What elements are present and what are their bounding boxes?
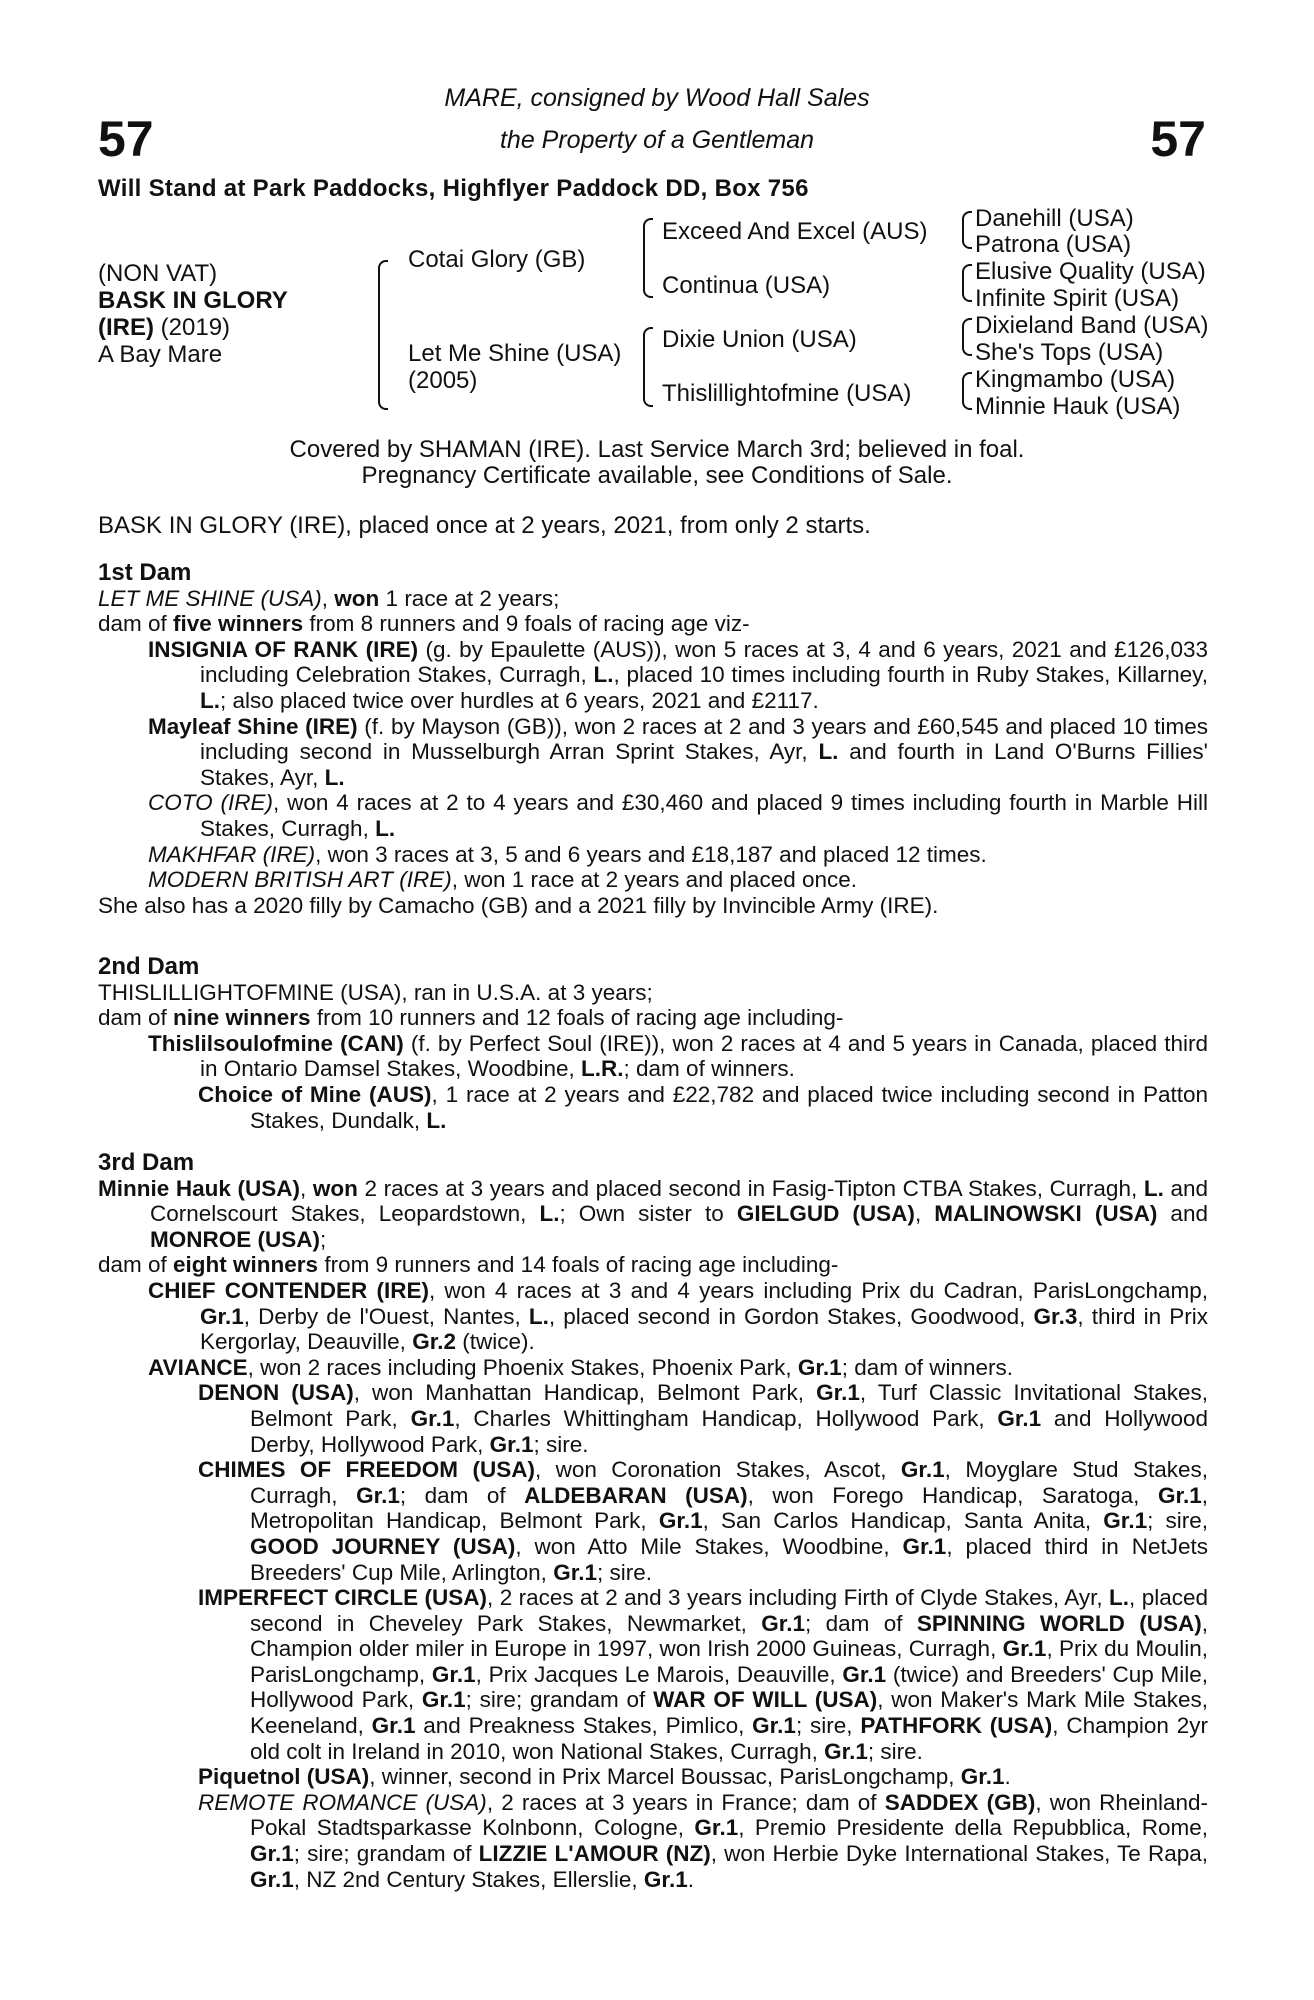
dam: Let Me Shine (USA)	[408, 340, 622, 367]
progeny-thislilsoulofmine: Thislilsoulofmine (CAN) (f. by Perfect Soul (IRE)), won 2 races at 4 and 5 years in Canada, placed third in Ontario Damsel Stakes, Woodbine, L.R.; dam of winners.	[148, 1030, 1208, 1082]
sd-dam: Infinite Spirit (USA)	[975, 285, 1180, 312]
first-dam-heading: 1st Dam	[98, 559, 192, 586]
third-dam-section	[98, 1150, 1208, 1892]
horse-description: A Bay Mare	[98, 341, 223, 368]
second-dam-heading: 2nd Dam	[98, 953, 200, 980]
third-dam-heading: 3rd Dam	[98, 1149, 195, 1176]
lot-number-left: 57	[98, 111, 154, 167]
second-dam-produce: dam of nine winners from 10 runners and 12 foals of racing age including-	[98, 1005, 844, 1031]
race-record: BASK IN GLORY (IRE), placed once at 2 years, 2021, from only 2 starts.	[98, 512, 871, 539]
horse-year: (2019)	[160, 314, 231, 341]
progeny-insignia: INSIGNIA OF RANK (IRE) (g. by Epaulette (AUS)), won 5 races at 3, 4 and 6 years, 2021 and £126,033 including Celebration Stakes, Curragh, L., placed 10 times including fourth in Ruby Stakes, Killarney, L.; also placed twice over hurdles at 6 years, 2021 and £2117.	[148, 636, 1209, 713]
progeny-makhfar: MAKHFAR (IRE), won 3 races at 3, 5 and 6 years and £18,187 and placed 12 times.	[148, 841, 987, 867]
pedigree-brace-ds	[962, 318, 972, 356]
first-dam-section	[98, 560, 1208, 918]
progeny-aviance: AVIANCE, won 2 races including Phoenix Stakes, Phoenix Park, Gr.1; dam of winners.	[148, 1354, 1014, 1380]
progeny-choice-of-mine: Choice of Mine (AUS), 1 race at 2 years and £22,782 and placed twice including second in Patton Stakes, Dundalk, L.	[198, 1081, 1208, 1133]
dd-dam: Minnie Hauk (USA)	[975, 393, 1181, 420]
pedigree-brace-ss	[962, 211, 972, 249]
sd-sire: Elusive Quality (USA)	[975, 258, 1206, 285]
sire-dam: Continua (USA)	[662, 272, 831, 299]
horse-name-line2	[98, 314, 230, 341]
lot-number-right: 57	[1150, 111, 1206, 167]
third-dam-produce: dam of eight winners from 9 runners and 14 foals of racing age including-	[98, 1252, 839, 1278]
vat-status: (NON VAT)	[98, 260, 218, 287]
dam-dam: Thislillightofmine (USA)	[662, 380, 912, 407]
progeny-mayleaf: Mayleaf Shine (IRE) (f. by Mayson (GB)), won 2 races at 2 and 3 years and £60,545 and placed 10 times including second in Musselburgh Arran Sprint Stakes, Ayr, L. and fourth in Land O'Burns Fillies' Stakes, Ayr, L.	[148, 713, 1208, 790]
ds-sire: Dixieland Band (USA)	[975, 312, 1209, 339]
horse-name: BASK IN GLORY	[98, 287, 288, 314]
pedigree-brace-sire	[643, 218, 653, 298]
first-dam-produce: dam of five winners from 8 runners and 9 foals of racing age viz-	[98, 611, 750, 637]
horse-country: (IRE)	[98, 314, 154, 341]
pedigree-brace-main	[378, 260, 388, 410]
dam-sire: Dixie Union (USA)	[662, 326, 857, 353]
pedigree-brace-dd	[962, 372, 972, 410]
ss-sire: Danehill (USA)	[975, 205, 1134, 232]
dam-year: (2005)	[408, 367, 478, 394]
ds-dam: She's Tops (USA)	[975, 339, 1164, 366]
covered-line1: Covered by SHAMAN (IRE). Last Service March 3rd; believed in foal.	[289, 436, 1025, 463]
property-line: the Property of a Gentleman	[499, 126, 815, 154]
progeny-chief-contender: CHIEF CONTENDER (IRE), won 4 races at 3 and 4 years including Prix du Cadran, ParisLongchamp, Gr.1, Derby de l'Ouest, Nantes, L., placed second in Gordon Stakes, Goodwood, Gr.3, third in Prix Kergorlay, Deauville, Gr.2 (twice).	[148, 1277, 1209, 1355]
pedigree-brace-dam	[643, 327, 653, 407]
second-dam-name-line: THISLILLIGHTOFMINE (USA), ran in U.S.A. at 3 years;	[98, 979, 653, 1005]
third-dam-name-line: Minnie Hauk (USA), won 2 races at 3 years and placed second in Fasig-Tipton CTBA Stakes, Curragh, L. and Cornelscourt Stakes, Leopardstown, L.; Own sister to GIELGUD (USA), MALINOWSKI (USA) and MONROE (USA);	[98, 1175, 1208, 1252]
won-text: 1 race at 2 years;	[379, 585, 560, 611]
progeny-coto: COTO (IRE), won 4 races at 2 to 4 years and £30,460 and placed 9 times including fourth in Marble Hill Stakes, Curragh, L.	[148, 790, 1208, 841]
first-dam-name-line: LET ME SHINE (USA), won 1 race at 2 years;	[98, 585, 560, 611]
ss-dam: Patrona (USA)	[975, 231, 1132, 258]
pedigree-brace-sd	[962, 264, 972, 302]
progeny-chimes-of-freedom: CHIMES OF FREEDOM (USA), won Coronation Stakes, Ascot, Gr.1, Moyglare Stud Stakes, Curragh, Gr.1; dam of ALDEBARAN (USA), won Forego Handicap, Saratoga, Gr.1, Metropolitan Handicap, Belmont Park, Gr.1, San Carlos Handicap, Santa Anita, Gr.1; sire, GOOD JOURNEY (USA), won Atto Mile Stakes, Woodbine, Gr.1, placed third in NetJets Breeders' Cup Mile, Arlington, Gr.1; sire.	[198, 1457, 1208, 1585]
progeny-imperfect-circle: IMPERFECT CIRCLE (USA), 2 races at 2 and 3 years including Firth of Clyde Stakes, Ayr, L., placed second in Cheveley Park Stakes, Newmarket, Gr.1; dam of SPINNING WORLD (USA), Champion older miler in Europe in 1997, won Irish 2000 Guineas, Curragh, Gr.1, Prix du Moulin, ParisLongchamp, Gr.1, Prix Jacques Le Marois, Deauville, Gr.1 (twice) and Breeders' Cup Mile, Hollywood Park, Gr.1; sire; grandam of WAR OF WILL (USA), won Maker's Mark Mile Stakes, Keeneland, Gr.1 and Preakness Stakes, Pimlico, Gr.1; sire, PATHFORK (USA), Champion 2yr old colt in Ireland in 2010, won National Stakes, Curragh, Gr.1; sire.	[198, 1585, 1209, 1764]
sire: Cotai Glory (GB)	[408, 246, 586, 273]
progeny-modern-british-art: MODERN BRITISH ART (IRE), won 1 race at 2 years and placed once.	[148, 867, 858, 893]
first-dam-name: LET ME SHINE (USA)	[98, 585, 322, 611]
won-label: won	[334, 585, 380, 611]
sire-sire: Exceed And Excel (AUS)	[662, 218, 928, 245]
second-dam-section	[98, 954, 1208, 1133]
dd-sire: Kingmambo (USA)	[975, 366, 1176, 393]
first-dam-also: She also has a 2020 filly by Camacho (GB) and a 2021 filly by Invincible Army (IRE).	[98, 892, 939, 918]
progeny-piquetnol: Piquetnol (USA), winner, second in Prix Marcel Boussac, ParisLongchamp, Gr.1.	[198, 1764, 1011, 1790]
stand-location: Will Stand at Park Paddocks, Highflyer Paddock DD, Box 756	[98, 175, 809, 202]
progeny-remote-romance: REMOTE ROMANCE (USA), 2 races at 3 years in France; dam of SADDEX (GB), won Rheinland-Pokal Stadtsparkasse Kolnbonn, Cologne, Gr.1, Premio Presidente della Repubblica, Rome, Gr.1; sire; grandam of LIZZIE L'AMOUR (NZ), won Herbie Dyke International Stakes, Te Rapa, Gr.1, NZ 2nd Century Stakes, Ellerslie, Gr.1.	[198, 1789, 1208, 1892]
covered-line2: Pregnancy Certificate available, see Conditions of Sale.	[361, 462, 953, 489]
consignor-line: MARE, consigned by Wood Hall Sales	[444, 84, 870, 112]
progeny-denon: DENON (USA), won Manhattan Handicap, Belmont Park, Gr.1, Turf Classic Invitational Stakes, Belmont Park, Gr.1, Charles Whittingham Handicap, Hollywood Park, Gr.1 and Hollywood Derby, Hollywood Park, Gr.1; sire.	[198, 1380, 1209, 1457]
